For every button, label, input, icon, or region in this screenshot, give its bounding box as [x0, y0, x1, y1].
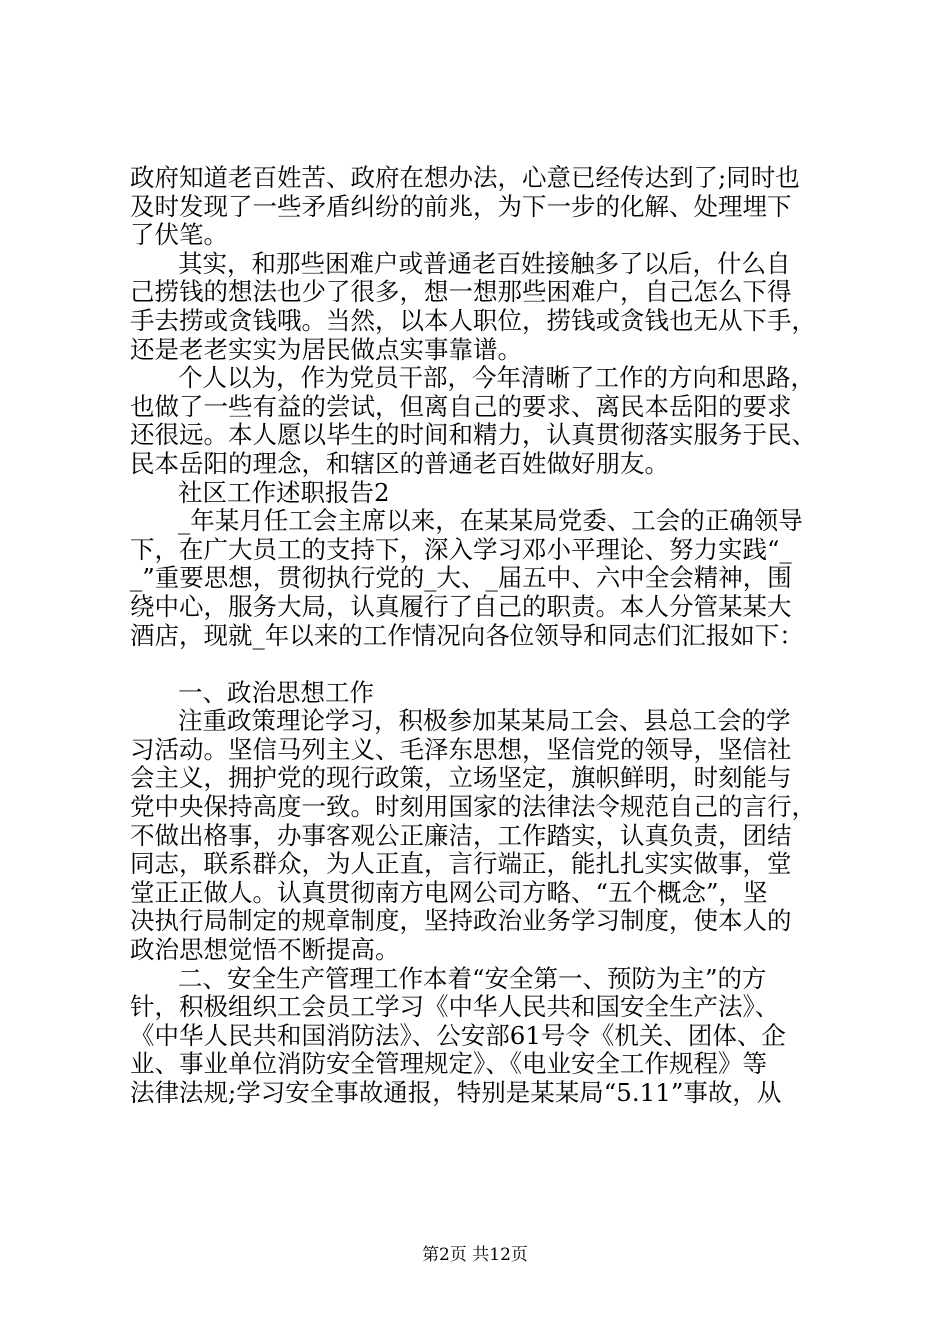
text-line: 会主义，拥护党的现行政策，立场坚定，旗帜鲜明，时刻能与 — [130, 763, 792, 793]
text-line: 不做出格事，办事客观公正廉洁，工作踏实，认真负责，团结 — [130, 820, 792, 850]
text-line: 民本岳阳的理念，和辖区的普通老百姓做好朋友。 — [130, 448, 669, 478]
text-line: 还很远。本人愿以毕生的时间和精力，认真贯彻落实服务于民、 — [130, 420, 816, 450]
text-line: 绕中心，服务大局，认真履行了自己的职责。本人分管某某大 — [130, 591, 792, 621]
section-title: 社区工作述职报告2 — [178, 477, 390, 507]
paragraph-start: 注重政策理论学习，积极参加某某局工会、县总工会的学 — [178, 706, 791, 736]
text-line: 业、事业单位消防安全管理规定》、《电业安全工作规程》等 — [130, 1049, 767, 1079]
text-line: 同志，联系群众，为人正直，言行端正，能扎扎实实做事，堂 — [130, 849, 792, 879]
text-line: 《中华人民共和国消防法》、公安部61号令《机关、团体、企 — [130, 1020, 786, 1050]
text-line: 法律法规;学习安全事故通报，特别是某某局“5.11”事故，从 — [130, 1078, 782, 1107]
text-line: 酒店，现就_年以来的工作情况向各位领导和同志们汇报如下： — [130, 620, 804, 650]
text-line: 针，积极组织工会员工学习《中华人民共和国安全生产法》、 — [130, 992, 780, 1022]
text-line: 还是老老实实为居民做点实事靠谱。 — [130, 334, 522, 364]
text-line: _”重要思想，贯彻执行党的_大、_届五中、六中全会精神，围 — [130, 563, 792, 593]
section-heading: 一、政治思想工作 — [178, 677, 374, 707]
text-line: 党中央保持高度一致。时刻用国家的法律法令规范自己的言行， — [130, 792, 816, 822]
text-line: 及时发现了一些矛盾纠纷的前兆，为下一步的化解、处理埋下 — [130, 191, 792, 221]
paragraph-start: 二、安全生产管理工作本着“安全第一、预防为主”的方 — [178, 963, 767, 993]
paragraph-start: _年某月任工会主席以来，在某某局党委、工会的正确领导 — [178, 506, 803, 536]
text-line: 己捞钱的想法也少了很多，想一想那些困难户，自己怎么下得 — [130, 277, 792, 307]
blank-line — [130, 650, 830, 679]
text-line: 手去捞或贪钱哦。当然，以本人职位，捞钱或贪钱也无从下手， — [130, 305, 816, 335]
text-line: 习活动。坚信马列主义、毛泽东思想，坚信党的领导，坚信社 — [130, 734, 792, 764]
text-line: 下，在广大员工的支持下，深入学习邓小平理论、努力实践“_ — [130, 534, 792, 564]
paragraph-start: 个人以为，作为党员干部，今年清晰了工作的方向和思路， — [178, 363, 815, 393]
text-line: 决执行局制定的规章制度，坚持政治业务学习制度，使本人的 — [130, 906, 792, 936]
paragraph-start: 其实，和那些困难户或普通老百姓接触多了以后，什么自 — [178, 248, 791, 278]
text-line: 政治思想觉悟不断提高。 — [130, 935, 400, 965]
document-body — [130, 164, 830, 1108]
text-line: 也做了一些有益的尝试，但离自己的要求、离民本岳阳的要求 — [130, 391, 792, 421]
text-line: 政府知道老百姓苦、政府在想办法，心意已经传达到了;同时也 — [130, 163, 800, 192]
page-number-footer: 第2页 共12页 — [422, 1245, 528, 1265]
text-line: 了伏笔。 — [130, 220, 228, 250]
text-line: 堂正正做人。认真贯彻南方电网公司方略、“五个概念”，坚 — [130, 877, 768, 907]
